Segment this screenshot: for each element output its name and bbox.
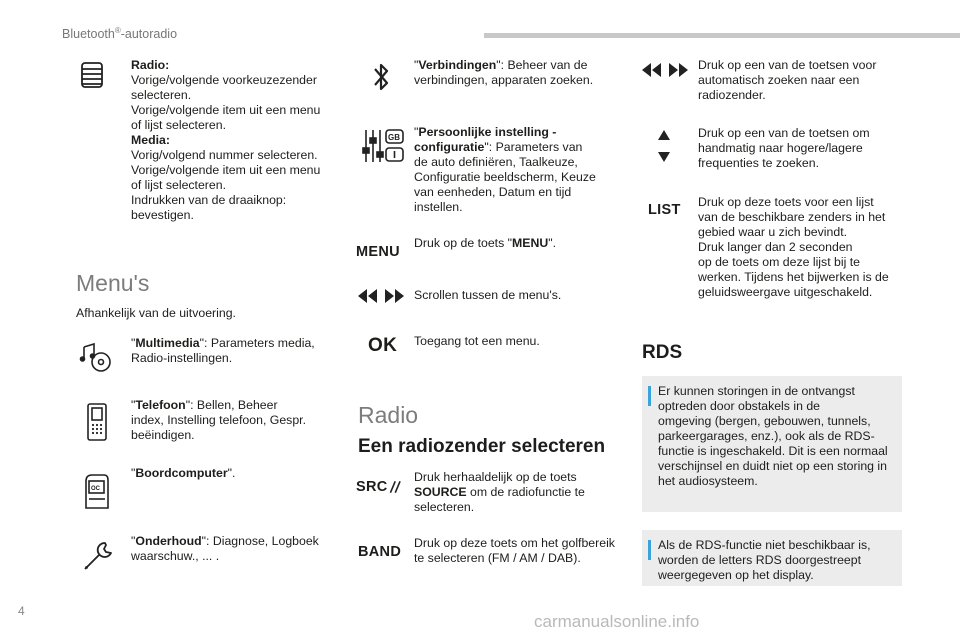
multimedia-icon: [78, 338, 114, 374]
menus-heading: Menu's: [76, 270, 150, 296]
rds-heading: RDS: [642, 342, 683, 363]
trip-computer-icon: [82, 472, 112, 512]
menu-key-label: MENU: [356, 244, 400, 260]
rds-info-text-2: Als de RDS-functie niet beschikbaar is, worden de letters RDS doorgestreept weergegeven op het display.: [658, 538, 871, 582]
header-rule: [484, 33, 960, 38]
bluetooth-icon: [370, 58, 392, 96]
watermark: carmanualsonline.info: [534, 612, 700, 631]
menus-intro: Afhankelijk van de uitvoering.: [76, 306, 236, 320]
svg-text:OC: OC: [91, 486, 100, 492]
page-number: 4: [18, 604, 25, 618]
onderhoud-description: "Onderhoud": Diagnose, Logboek waarschuw., ... .: [131, 534, 319, 563]
band-key-label: BAND: [358, 544, 402, 560]
rds-info-box-2: [642, 530, 902, 586]
boordcomputer-description: "Boordcomputer".: [131, 466, 236, 480]
scroll-description: Scrollen tussen de menu's.: [414, 288, 562, 302]
source-slash-icon: [388, 478, 402, 496]
verbindingen-description: "Verbindingen": Beheer van de verbindingen, apparaten zoeken.: [414, 58, 594, 87]
menu-key-description: Druk op de toets "MENU".: [414, 236, 557, 250]
radio-subheading: Een radiozender selecteren: [358, 436, 606, 457]
persoonlijke-description: "Persoonlijke instelling - configuratie": Parameters van de auto definiëren, Taalkeuze, Configuratie beeldscherm, Keuze van eenheden, Datum en tijd instellen.: [414, 125, 596, 214]
running-header: Bluetooth®-autoradio: [62, 26, 178, 42]
source-description: Druk herhaaldelijk op de toets SOURCE om de radiofunctie te selecteren.: [414, 470, 585, 514]
updown-description: Druk op een van de toetsen om handmatig naar hogere/lagere frequenties te zoeken.: [698, 126, 870, 170]
source-key-icon: [356, 476, 402, 498]
rds-info-text-1: Er kunnen storingen in de ontvangst optreden door obstakels in de omgeving (bergen, gebouwen, tunnels, parkeergarages, enz.), ook als de RDS- functie is ingeschakeld. Dit is een normaal verschijnsel en duidt niet op een storing in het audiosysteem.: [658, 384, 888, 488]
list-key-label: LIST: [648, 202, 681, 218]
info-marker-icon: [648, 386, 651, 406]
wrench-icon: [80, 538, 116, 574]
ok-key-label: OK: [368, 335, 398, 356]
info-marker-icon: [648, 540, 651, 560]
seek-description: Druk op een van de toetsen voor automatisch zoeken naar een radiozender.: [698, 58, 877, 102]
list-scroll-icon: [78, 58, 106, 92]
scroll-left-right-icon: [358, 286, 404, 306]
settings-icon: [362, 126, 406, 166]
rds-info-box-1: [642, 376, 902, 512]
ok-description: Toegang tot een menu.: [414, 334, 540, 348]
multimedia-description: "Multimedia": Parameters media, Radio-instellingen.: [131, 336, 315, 365]
telefoon-description: "Telefoon": Bellen, Beheer index, Instelling telefoon, Gespr. beëindigen.: [131, 398, 306, 442]
phone-icon: [84, 402, 110, 442]
svg-text:GB: GB: [388, 133, 400, 142]
radio-media-description: Radio: Vorige/volgende voorkeuzezender selecteren. Vorige/volgende item uit een menu of lijst selecteren. Media: Vorig/volgend nummer selecteren. Vorige/volgende item uit een menu of lijst selecteren. Indrukken van de draaiknop: bevestigen.: [131, 58, 321, 222]
radio-heading: Radio: [358, 402, 419, 428]
source-key-label: SRC: [356, 479, 388, 495]
band-description: Druk op deze toets om het golfbereik te selecteren (FM / AM / DAB).: [414, 536, 615, 565]
seek-left-right-icon: [642, 60, 688, 80]
list-description: Druk op deze toets voor een lijst van de beschikbare zenders in het gebied waar u zich bevindt. Druk langer dan 2 seconden op de toets om deze lijst bij te werken. Tijdens het bijwerken is de geluidsweergave uitgeschakeld.: [698, 195, 889, 299]
up-down-icon: [656, 128, 672, 164]
